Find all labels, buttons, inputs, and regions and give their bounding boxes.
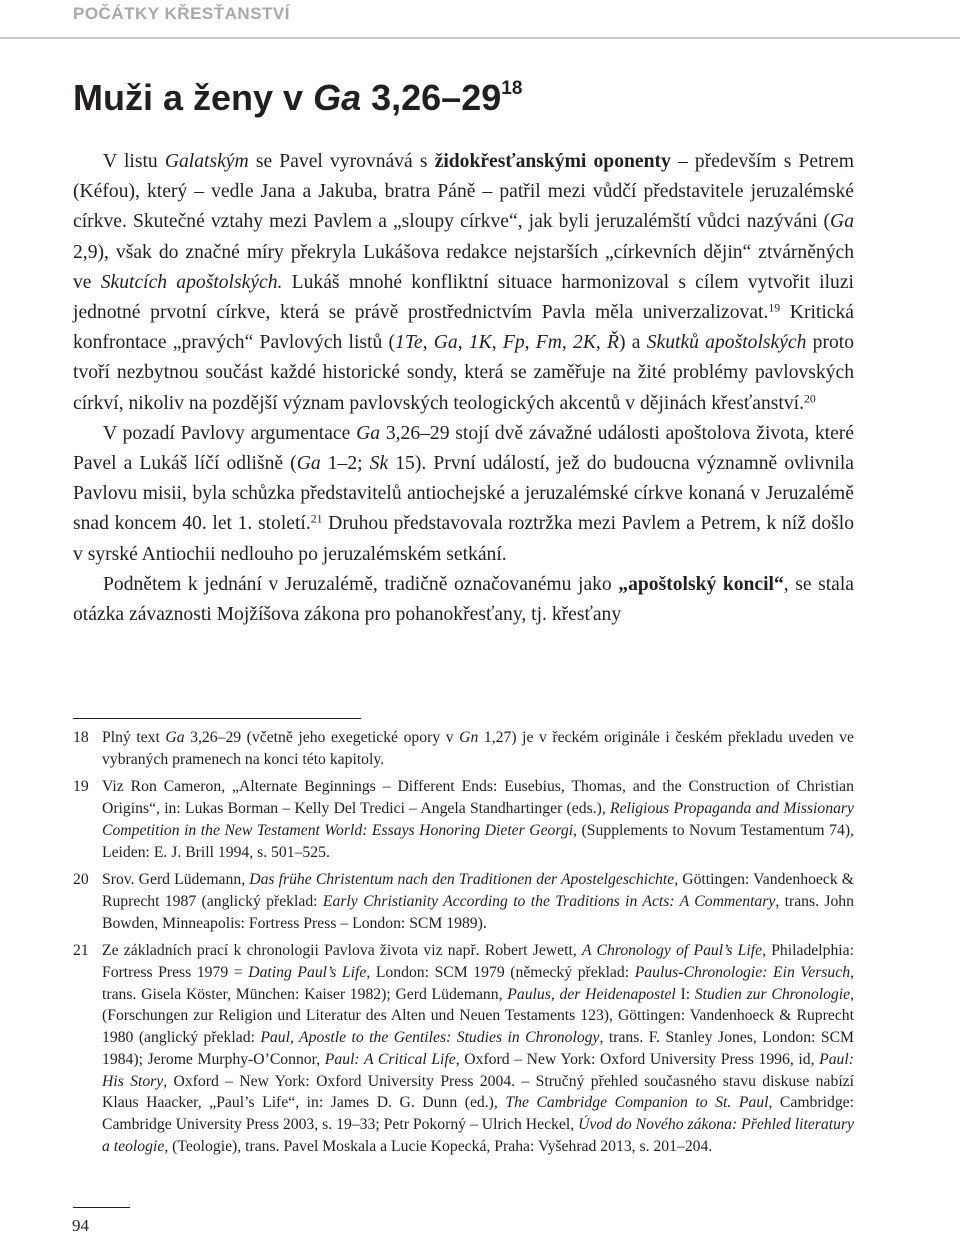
footnote-divider (73, 718, 361, 719)
footnote-ref-20[interactable]: 20 (803, 392, 816, 406)
running-head: POČÁTKY KŘESŤANSTVÍ (73, 4, 290, 23)
title-footnote-ref[interactable]: 18 (501, 78, 523, 99)
footnote-number: 18 (73, 729, 89, 746)
title-suffix: 3,26–29 (361, 77, 502, 118)
header-divider (0, 37, 960, 39)
footnote-number: 19 (73, 778, 89, 796)
emphasis-term: „apoštolský koncil“ (618, 573, 784, 595)
footnote-20 (73, 869, 854, 934)
footnote-21 (73, 940, 854, 1157)
footnotes (73, 727, 854, 1163)
paragraph-1: V listu Galatským se Pavel vyrovnává s židokřesťanskými oponenty – především s Petrem (Kéfou), který – vedle Jana a Jakuba, bratra Páně – patřil mezi vůdčí představitele jeruzalémské církve. Skutečné vztahy mezi Pavlem a „sloupy církve“, jak byli jeruzalémští vůdci nazýváni (Ga 2,9), však do značné míry překryla Lukášova redakce nejstarších „církevních dějin“ ztvárněných ve Skutcích apoštolských. Lukáš mnohé konfliktní situace harmonizoval s cílem vytvořit iluzi jednotné prvotní církve, která se právě prostřednictvím Pavla měla univerzalizovat.$^{19}$ Kritická konfrontace „pravých“ Pavlových listů (1Te, Ga, 1K, Fp, Fm, 2K, Ř) a Skutků apoštolských proto tvoří nezbytnou součást každé historické sondy, která se zaměřuje na žité problémy pavlovských církví, nikoliv na pozdější význam pavlovských teologických akcentů v dějinách křesťanství.$^{20}$ (73, 151, 855, 414)
footnote-text: Viz Ron Cameron, „Alternate Beginnings – Different Ends: Eusebius, Thomas, and the Construction of Christian Origins“, in: Lukas Borman – Kelly Del Tredici – Angela Standhartinger (eds.), Religious Propaganda and Missionary Competition in the New Testament World: Essays Honoring Dieter Georgi, (Supplements to Novum Testamentum 74), Leiden: E. J. Brill 1994, s. 501–525. (102, 778, 854, 861)
page-number-rule (73, 1207, 130, 1208)
footnote-ref-19[interactable]: 19 (768, 301, 781, 315)
footnote-text: Srov. Gerd Lüdemann, Das frühe Christentum nach den Traditionen der Apostelgeschichte, Göttingen: Vandenhoeck & Ruprecht 1987 (anglický překlad: Early Christianity According to the Traditions in Acts: A Commentary, trans. John Bowden, Minneapolis: Fortress Press – London: SCM 1989). (102, 871, 854, 932)
footnote-text: Ze základních prací k chronologii Pavlova života viz např. Robert Jewett, A Chronology of Paul’s Life, Philadelphia: Fortress Press 1979 = Dating Paul’s Life, London: SCM 1979 (německý překlad: Paulus-Chronologie: Ein Versuch, trans. Gisela Köster, München: Kaiser 1982); Gerd Lüdemann, Paulus, der Heidenapostel I: Studien zur Chronologie, (Forschungen zur Religion und Literatur des Alten und Neuen Testaments 123), Göttingen: Vandenhoeck & Ruprecht 1980 (anglický překlad: Paul, Apostle to the Gentiles: Studies in Chronology, trans. F. Stanley Jones, London: SCM 1984); Jerome Murphy-O’Connor, Paul: A Critical Life, Oxford – New York: Oxford University Press 1996, id, Paul: His Story, Oxford – New York: Oxford University Press 2004. – Stručný přehled současného stavu diskuse nabízí Klaus Haacker, „Paul’s Life“, in: James D. G. Dunn (ed.), The Cambridge Companion to St. Paul, Cambridge: Cambridge University Press 2003, s. 19–33; Petr Pokorný – Ulrich Heckel, Úvod do Nového zákona: Přehled literatury a teologie, (Teologie), trans. Pavel Moskala a Lucie Kopecká, Praha: Vyšehrad 2013, s. 201–204. (102, 942, 855, 1155)
paragraph-3: Podnětem k jednání v Jeruzalémě, tradičně označovanému jako „apoštolský koncil“, se stala otázka závaznosti Mojžíšova zákona pro pohanokřesťany, tj. křesťany (73, 573, 854, 626)
footnote-19 (73, 776, 854, 863)
title-prefix: Muži a ženy v (73, 77, 314, 118)
footnote-18 (73, 727, 854, 770)
title-reference: Ga (313, 77, 362, 118)
footnote-ref-21[interactable]: 21 (310, 512, 323, 526)
page-number: 94 (72, 1216, 89, 1235)
emphasis-term: židokřesťanskými oponenty (434, 151, 671, 172)
footnote-text: Plný text Ga 3,26–29 (včetně jeho exegetické opory v Gn 1,27) je v řeckém originále i českém překladu uveden ve vybraných pramenech na konci této kapitoly. (102, 729, 854, 768)
footnote-number: 21 (73, 942, 89, 960)
chapter-title (73, 76, 522, 120)
footnote-number: 20 (73, 871, 89, 889)
body-text (73, 147, 854, 630)
paragraph-2: V pozadí Pavlovy argumentace Ga 3,26–29 stojí dvě závažné události apoštolova života, které Pavel a Lukáš líčí odlišně (Ga 1–2; Sk 15). První událostí, jež do budoucna významně ovlivnila Pavlovu misii, byla schůzka představitelů antiochejské a jeruzalémské církve konaná v Jeruzalémě snad koncem 40. let 1. století.$^{21}$ Druhou představovala roztržka mezi Pavlem a Petrem, k níž došlo v syrské Antiochii nedlouho po jeruzalémském setkání. (73, 422, 854, 565)
